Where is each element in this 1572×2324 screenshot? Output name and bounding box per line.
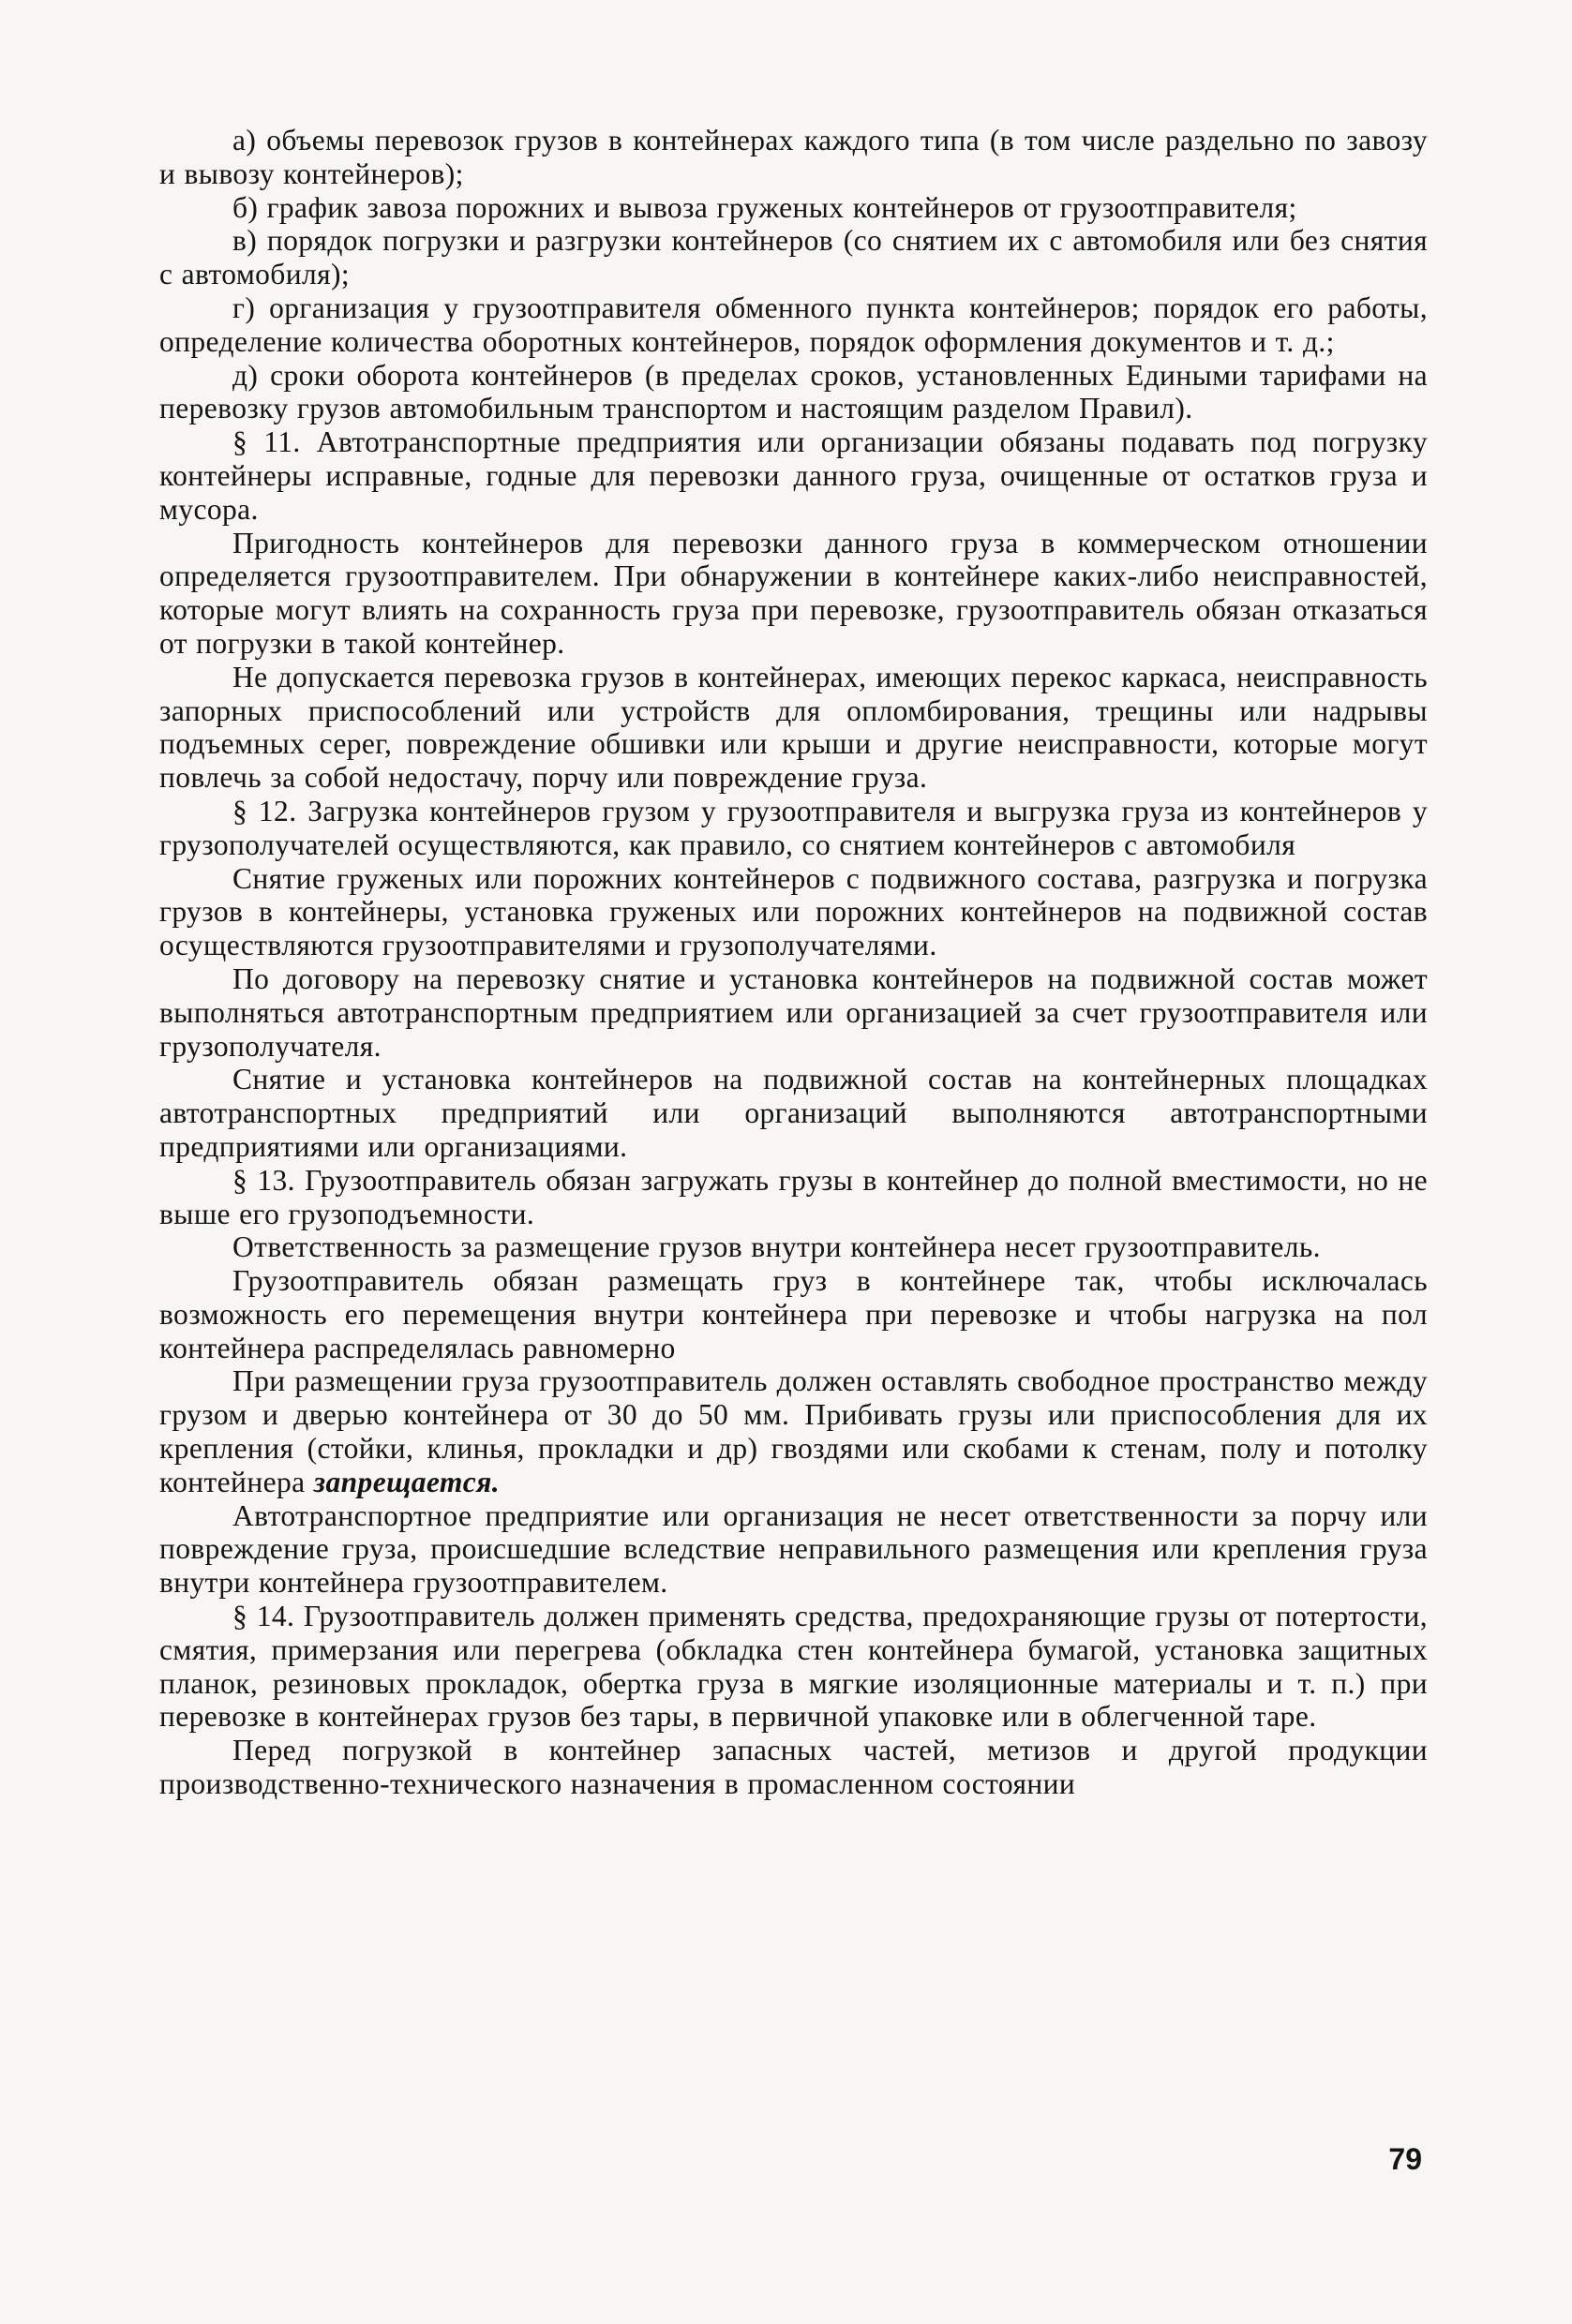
- paragraph-placement-rules: [159, 1364, 1428, 1498]
- paragraph-prohibited-defects: Не допускается перевозка грузов в контейнерах, имеющих перекос каркаса, неисправность запорных приспособлений или устройств для опломбирования, трещины или надрывы подъемных серег, повреждение обшивки или крыши и другие неисправности, которые могут повлечь за собой недостачу, порчу или повреждение груза.: [159, 660, 1428, 795]
- paragraph-item-b: б) график завоза порожних и вывоза груженых контейнеров от грузоотправителя;: [232, 190, 1297, 224]
- paragraph-responsibility: Ответственность за размещение грузов внутри контейнера несет грузоотправитель.: [232, 1230, 1321, 1264]
- paragraph-section-13: § 13. Грузоотправитель обязан загружать грузы в контейнер до полной вместимости, но не выше его грузоподъемности.: [159, 1163, 1428, 1230]
- paragraph-suitability: Пригодность контейнеров для перевозки данного груза в коммерческом отношении определяется грузоотправителем. При обнаружении в контейнере каких-либо неисправностей, которые могут влиять на сохранность груза при перевозке, грузоотправитель обязан отказаться от погрузки в такой контейнер.: [159, 526, 1428, 660]
- paragraph-section-12: § 12. Загрузка контейнеров грузом у грузоотправителя и выгрузка груза из контейнеров у грузополучателей осуществляются, как правило, со снятием контейнеров с автомобиля: [159, 794, 1428, 861]
- placement-rules-text: При размещении груза грузоотправитель должен оставлять свободное пространство между грузом и дверью контейнера от 30 до 50 мм. Прибивать грузы или приспособления для их крепления (стойки, клинья, прокладки и др) гвоздями или скобами к стенам, полу и потолку контейнера: [159, 1364, 1428, 1498]
- paragraph-removal-loading: Снятие груженых или порожних контейнеров с подвижного состава, разгрузка и погрузка грузов в контейнеры, установка груженых или порожних контейнеров на подвижной состав осуществляются грузоотправителями и грузополучателями.: [159, 861, 1428, 962]
- paragraph-liability: Автотранспортное предприятие или организация не несет ответственности за порчу или повреждение груза, происшедшие вследствие неправильного размещения или крепления груза внутри контейнера грузоотправителем.: [159, 1498, 1428, 1600]
- paragraph-item-a: а) объемы перевозок грузов в контейнерах каждого типа (в том числе раздельно по завозу и вывозу контейнеров);: [159, 124, 1428, 190]
- paragraph-item-v: в) порядок погрузки и разгрузки контейнеров (со снятием их с автомобиля или без снятия с автомобиля);: [159, 224, 1428, 291]
- paragraph-item-d: д) сроки оборота контейнеров (в пределах сроков, установленных Едиными тарифами на перевозку грузов автомобильным транспортом и настоящим разделом Правил).: [159, 358, 1428, 425]
- paragraph-section-14: § 14. Грузоотправитель должен применять средства, предохраняющие грузы от потертости, смятия, примерзания или перегрева (обкладка стен контейнера бумагой, установка защитных планок, резиновых прокладок, обертка груза в мягкие изоляционные материалы и т. п.) при перевозке в контейнерах грузов без тары, в первичной упаковке или в облегченной таре.: [159, 1600, 1428, 1734]
- paragraph-section-11: § 11. Автотранспортные предприятия или организации обязаны подавать под погрузку контейнеры исправные, годные для перевозки данного груза, очищенные от остатков груза и мусора.: [159, 425, 1428, 526]
- prohibited-emphasis: запрещается.: [313, 1465, 501, 1498]
- paragraph-spare-parts: Перед погрузкой в контейнер запасных частей, метизов и другой продукции производственно-технического назначения в промасленном состоянии: [159, 1734, 1428, 1801]
- paragraph-contract: По договору на перевозку снятие и установка контейнеров на подвижной состав может выполняться автотранспортным предприятием или организацией за счет грузоотправителя или грузополучателя.: [159, 961, 1428, 1063]
- page-number: 79: [1388, 2142, 1422, 2176]
- paragraph-item-g: г) организация у грузоотправителя обменного пункта контейнеров; порядок его работы, определение количества оборотных контейнеров, порядок оформления документов и т. д.;: [159, 290, 1428, 358]
- paragraph-container-sites: Снятие и установка контейнеров на подвижной состав на контейнерных площадках автотранспортных предприятий или организаций выполняются автотранспортными предприятиями или организациями.: [159, 1063, 1428, 1163]
- paragraph-placement-duty: Грузоотправитель обязан размещать груз в контейнере так, чтобы исключалась возможность его перемещения внутри контейнера при перевозке и чтобы нагрузка на пол контейнера распределялась равномерно: [159, 1264, 1428, 1364]
